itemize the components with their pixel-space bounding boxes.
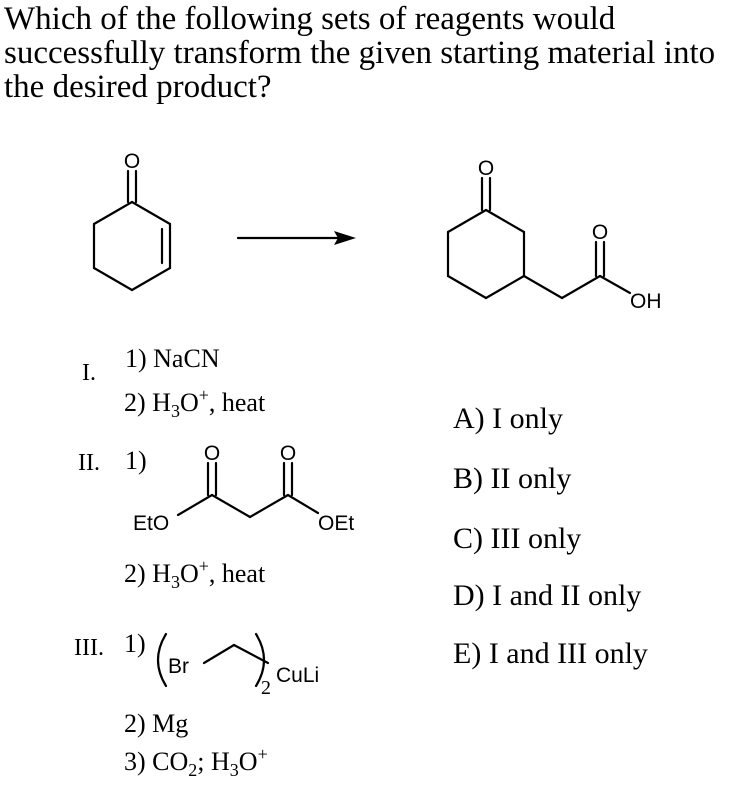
atom-label-oxygen: O <box>591 221 609 244</box>
atom-label-ethoxy-left: EtO <box>133 512 170 535</box>
option-numeral-III: III. <box>74 635 104 661</box>
atom-label-oxygen: O <box>203 442 221 465</box>
option-III-step2: 2) Mg <box>124 709 189 738</box>
cuprate-subscript: 2 <box>261 677 271 699</box>
option-numeral-II: II. <box>78 450 100 476</box>
atom-label-ethoxy-right: OEt <box>318 512 355 535</box>
answer-choice-d[interactable]: D) I and II only <box>453 579 642 612</box>
answer-choice-e[interactable]: E) I and III only <box>453 637 648 670</box>
option-II-step1: 1) <box>125 446 147 475</box>
question-text: Which of the following sets of reagents would successfully transform the given starting material into the desired product? <box>4 1 716 105</box>
starting-material-cyclohexenone <box>94 171 170 290</box>
option-numeral-I: I. <box>82 360 96 386</box>
option-I-step1: 1) NaCN <box>125 344 220 373</box>
answer-choice-b[interactable]: B) II only <box>453 462 572 495</box>
atom-label-oxygen: O <box>477 157 495 180</box>
option-I-step2: 2) $H_3O^+$, heat <box>124 385 266 421</box>
atom-label-cuprate: CuLi <box>276 664 320 687</box>
reaction-arrow <box>238 231 356 245</box>
diethyl-malonate-structure <box>178 463 318 517</box>
atom-label-oxygen: O <box>123 150 141 173</box>
option-II-step2: 2) $H_3O^+$, heat <box>124 556 266 592</box>
option-III-step1: 1) <box>124 629 146 658</box>
answer-choice-c[interactable]: C) III only <box>453 522 582 555</box>
atom-label-hydroxyl: OH <box>630 290 662 313</box>
atom-label-bromine: Br <box>168 655 189 678</box>
option-III-step3: 3) $CO_2$; $H_3O^+$ <box>124 744 268 780</box>
answer-choice-a[interactable]: A) I only <box>453 402 563 435</box>
atom-label-oxygen: O <box>279 442 297 465</box>
